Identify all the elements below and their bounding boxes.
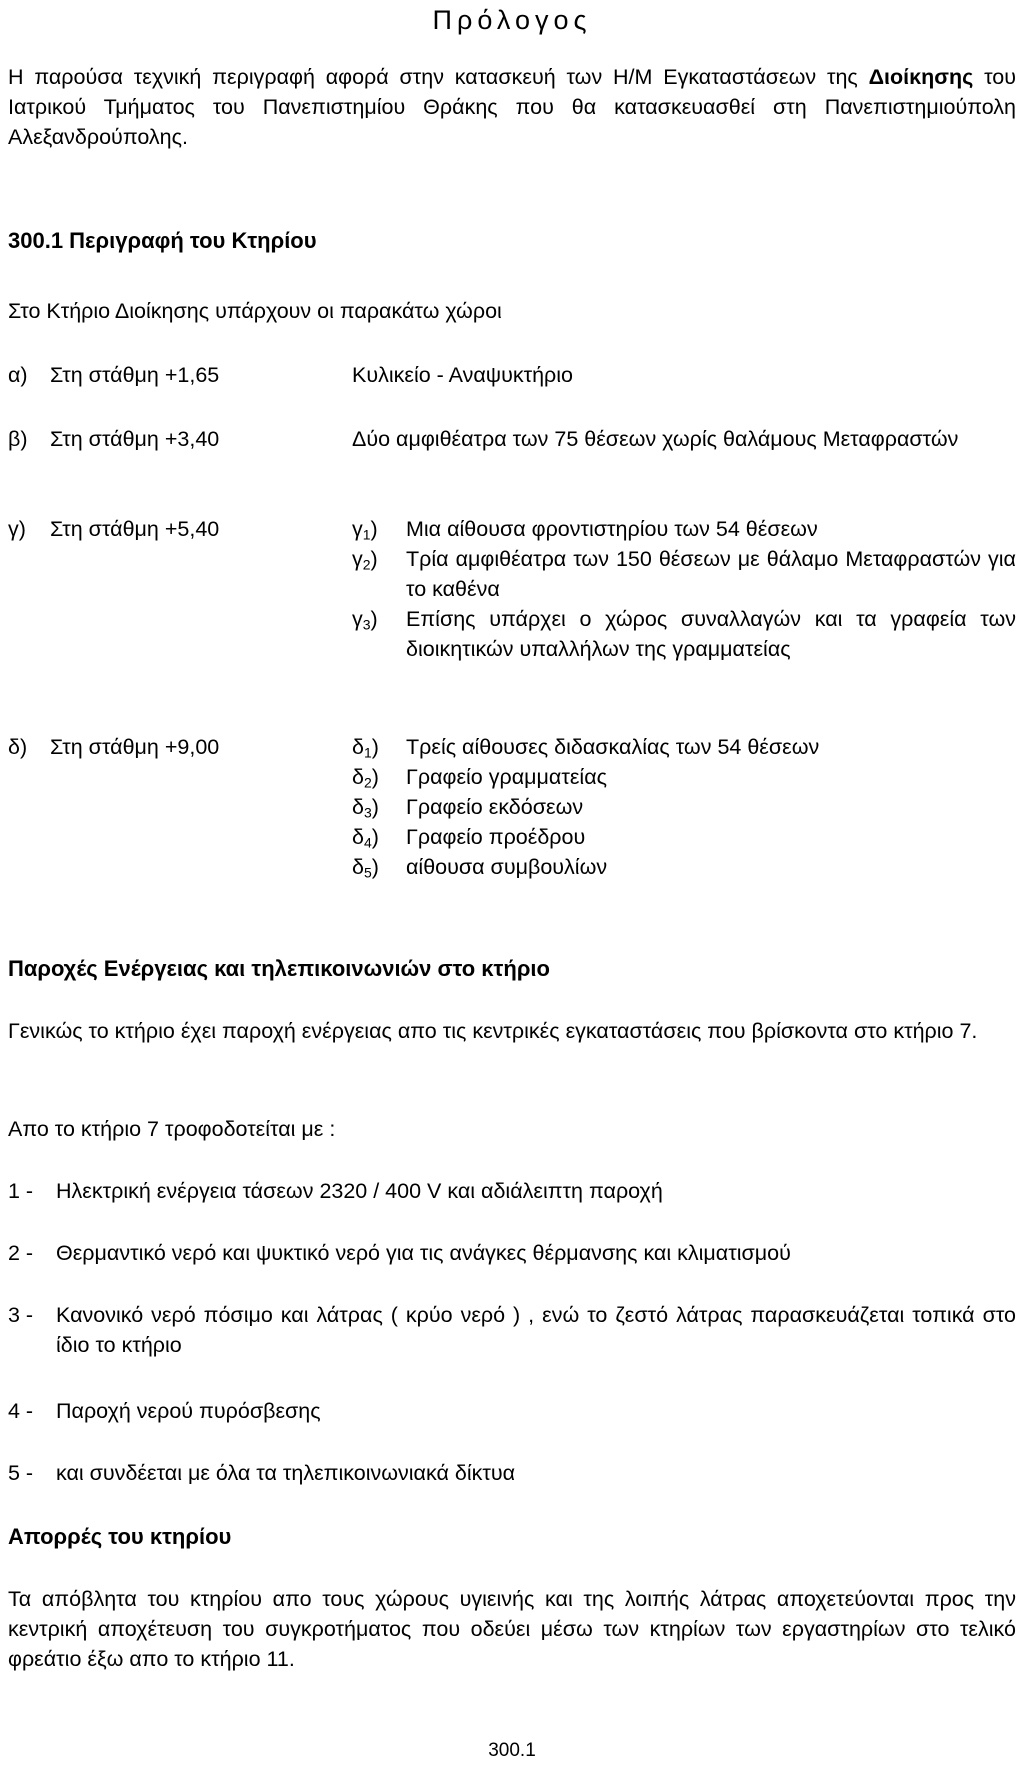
level-description: Κυλικείο - Αναψυκτήριο [352,363,573,387]
level-label: δ) [8,735,28,759]
level-label: α) [8,363,28,387]
waste-paragraph: Τα απόβλητα του κτηρίου απο τους χώρους υγιεινής και της λοιπής λάτρας αποχετεύονται προς την κεντρική αποχέτευση του συγκροτήματος που οδεύει μέσω των κτηρίων των εργαστηρίων στο τελικό φρεάτιο έξω απο το κτήριο 11. [8,1587,1016,1672]
supply-item [8,1300,1016,1360]
sub-item [352,822,1016,852]
sub-item-text: Επίσης υπάρχει ο χώρος συναλλαγών και τα γραφεία των διοικητικών υπαλλήλων της γραμματείας [406,607,1016,662]
sub-item-label: $\delta_4$) [352,825,379,851]
intro-text-end: του Ιατρικού Τμήματος του Πανεπιστημίου Θράκης που θα κατασκευασθεί στη Πανεπιστημιούπολη Αλεξανδρούπολης. [8,65,1016,150]
waste-heading: Απορρές του κτηρίου [8,1524,232,1549]
sub-item-text: Γραφείο γραμματείας [406,765,607,790]
energy-paragraph: Γενικώς το κτήριο έχει παροχή ενέργειας απο τις κεντρικές εγκαταστάσεις που βρίσκοντα στο κτήριο 7. [8,1019,978,1043]
sub-item [352,514,1016,544]
supply-item [8,1396,1016,1426]
sub-item-text: Μια αίθουσα φροντιστηρίου των 54 θέσεων [406,517,818,541]
intro-text-start: Η παρούσα τεχνική περιγραφή αφορά στην κατασκευή των Η/Μ Εγκαταστάσεων της [8,65,869,89]
sub-item-label: $\delta_3$) [352,795,379,821]
supply-item [8,1238,1016,1268]
sub-item-text: Γραφείο προέδρου [406,825,586,850]
sub-item-label: $\gamma_3$) [352,607,378,633]
sub-item-label: $\delta_2$) [352,765,379,791]
supply-text: Κανονικό νερό πόσιμο και λάτρας ( κρύο νερό ) , ενώ το ζεστό λάτρας παρασκευάζεται τοπικά στο ίδιο το κτήριο [56,1303,1016,1358]
supply-text: και συνδέεται με όλα τα τηλεπικοινωνιακά δίκτυα [56,1461,516,1485]
level-description: Δύο αμφιθέατρα των 75 θέσεων χωρίς θαλάμους Μεταφραστών [352,427,959,451]
supply-text: Παροχή νερού πυρόσβεσης [56,1399,321,1423]
level-sublist [352,732,1016,882]
supply-text: Ηλεκτρική ενέργεια τάσεων 2320 / 400 V και αδιάλειπτη παροχή [56,1179,663,1203]
section-heading: 300.1 Περιγραφή του Κτηρίου [8,228,317,253]
level-location: Στη στάθμη +5,40 [50,517,220,541]
energy-heading: Παροχές Ενέργειας και τηλεπικοινωνιών στο κτήριο [8,956,550,981]
sub-item-text: Τρία αμφιθέατρα των 150 θέσεων με θάλαμο Μεταφραστών για το καθένα [406,547,1016,602]
sub-item-label: $\delta_5$) [352,855,379,881]
supply-label: 1 - [8,1179,34,1203]
level-location: Στη στάθμη +9,00 [50,735,220,759]
sub-item [352,544,1016,604]
sub-item [352,732,1016,762]
sub-item [352,852,1016,882]
sub-item-label: $\gamma_1$) [352,517,378,543]
supply-item [8,1458,1016,1488]
intro-bold-word: Διοίκησης [868,65,974,89]
supply-intro: Απο το κτήριο 7 τροφοδοτείται με : [8,1117,336,1141]
sub-item [352,604,1016,664]
supply-item [8,1176,1016,1206]
sub-item [352,762,1016,792]
supply-label: 4 - [8,1399,34,1423]
sub-item-label: $\delta_1$) [352,735,379,761]
supply-text: Θερμαντικό νερό και ψυκτικό νερό για τις ανάγκες θέρμανσης και κλιματισμού [56,1241,791,1265]
sub-item-text: Γραφείο εκδόσεων [406,795,584,820]
page-title: Πρόλογος [432,5,592,35]
spaces-intro: Στο Κτήριο Διοίκησης υπάρχουν οι παρακάτω χώροι [8,299,502,323]
level-sublist [352,514,1016,664]
sub-item [352,792,1016,822]
level-location: Στη στάθμη +1,65 [50,363,220,387]
supply-label: 3 - [8,1303,34,1327]
supply-label: 2 - [8,1241,34,1265]
document-page [8,0,1016,1770]
supply-label: 5 - [8,1461,34,1485]
sub-item-text: αίθουσα συμβουλίων [406,855,608,880]
sub-item-text: Τρείς αίθουσες διδασκαλίας των 54 θέσεων [406,735,820,759]
level-label: γ) [8,517,26,541]
level-label: β) [8,427,28,451]
level-location: Στη στάθμη +3,40 [50,427,220,451]
intro-paragraph [8,62,1016,152]
page-number: 300.1 [488,1740,536,1761]
sub-item-label: $\gamma_2$) [352,547,378,573]
